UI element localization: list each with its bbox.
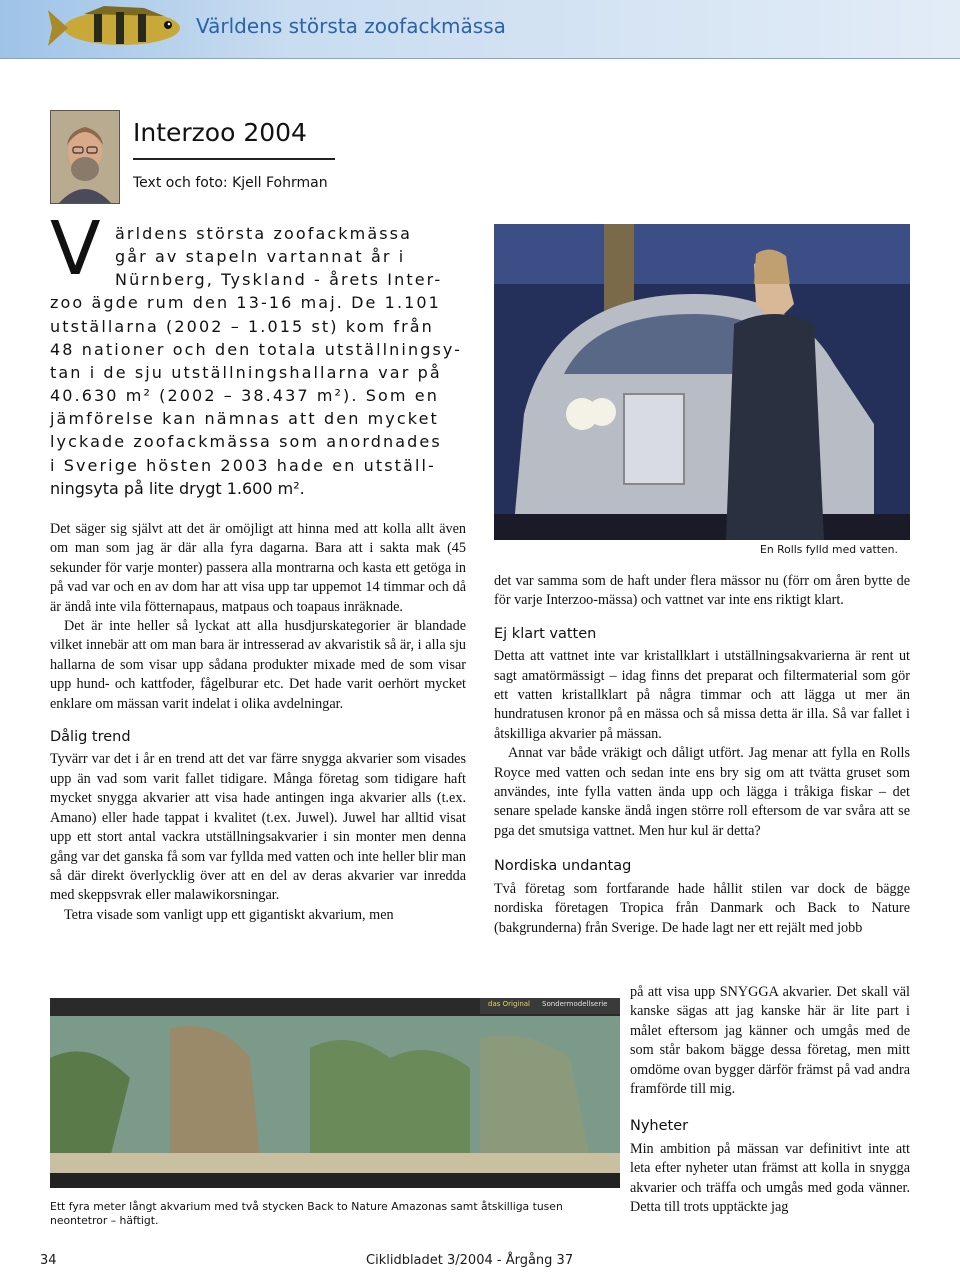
intro-line: 40.630 m² (2002 – 38.437 m²). Som en [50,386,439,405]
intro-line: går av stapeln vartannat år i [115,247,406,266]
subheading: Nordiska undantag [494,858,632,875]
article-title: Interzoo 2004 [133,118,307,147]
title-rule [133,158,335,160]
subheading: Ej klart vatten [494,625,597,642]
author-photo [50,110,120,204]
photo-caption: En Rolls fylld med vatten. [760,543,898,556]
aquarium-sign: das Original [488,1000,530,1008]
car-photo [494,224,910,540]
paragraph: Det är inte heller så lyckat att alla husdjurskategorier är blandade vilket innebär att om man bara är intresserad av akvaristik så är, i alla sju hallarna de som visar upp sådana produkter mixade med de som visar upp hund- och kattfoder, fågelburar etc. Det hade varit oerhört mycket enklare om mässan varit indelat i olika avdelningar. [50,618,466,712]
intro-line: ningsyta på lite drygt 1.600 m². [50,479,305,498]
magazine-footer: Ciklidbladet 3/2004 - Årgång 37 [366,1253,574,1268]
section-title: Världens största zoofackmässa [196,14,506,38]
subheading: Nyheter [630,1118,689,1135]
drop-cap: V [50,206,101,292]
right-column-narrow [630,983,910,1217]
subheading: Dålig trend [50,729,131,746]
intro-line: i Sverige hösten 2003 hade en utställ- [50,456,436,475]
paragraph: Detta att vattnet inte var kristallklart i utställningsakvarierna är rent ut sagt amatörmässigt – idag finns det preparat och filtermaterial som gör ett vatten kristallklart på några timmar och att lägga ut mer än hundratusen kronor på en mässa och så missa detta är illa. Så var fallet i åtskilliga akvarier på mässan. [494,648,910,742]
fish-logo-icon [44,2,194,54]
paragraph: Två företag som fortfarande hade hållit stilen var dock de bägge nordiska företagen Tropica från Danmark och Back to Nature (bakgrunderna) från Sverige. De hade lagt ner ett rejält med jobb [494,880,910,936]
paragraph: på att visa upp SNYGGA akvarier. Det skall väl kanske sägas att jag kanske här är lite part i målet eftersom jag känner och umgås med de som står bakom bägge dessa företag, men mitt omdöme ovan bygger därför främst på vad andra framförde till mig. [630,984,910,1098]
byline: Text och foto: Kjell Fohrman [133,175,328,191]
paragraph: Det säger sig självt att det är omöjligt att hinna med att kolla allt även om man som jag är där alla fyra dagarna. Bara att i sakta mak (45 sekunder för varje monter) passera alla montrarna och kasta ett getöga in på vad var och en av dom har att visa upp tar uppemot 14 timmar och då är ändå inte vila fötternapaus, matpaus och toapaus inräknade. [50,521,466,615]
aquarium-photo [50,998,620,1188]
paragraph: Tetra visade som vanligt upp ett gigantiskt akvarium, men [64,906,394,923]
intro-line: lyckade zoofackmässa som anordnades [50,432,442,451]
intro-line: ärldens största zoofackmässa [115,224,413,243]
intro-line: 48 nationer och den totala utställningsy- [50,340,463,359]
paragraph: Annat var både vräkigt och dåligt utfört. Jag menar att fylla en Rolls Royce med vatten och sedan inte ens bry sig om att tvätta gruset som användes, inte fylla vatten ända upp och lägga i tråkiga fiskar – det senare spelade kanske ändå ingen större roll eftersom de var svåra att se pga det smutsiga vattnet. Men hur kul är detta? [494,745,910,839]
left-column [50,520,466,925]
right-column [494,572,910,938]
intro-line: Nürnberg, Tyskland - årets Inter- [115,270,443,289]
paragraph: Tyvärr var det i år en trend att det var färre snygga akvarier som visades upp än vad som varit fallet tidigare. Många företag som tidigare haft mycket snygga akvarier att visa hade antingen inga akvarier alls (t.ex. Amano) eller hade tappat i kvalitet (t.ex. Juwel). Juwel har alltid visat upp ett stort antal vackra utställningsakvarier i sin monter men denna gång var det ganska få som var fyllda med vatten och inte heller blir man så där direkt överlycklig över att en del av deras akvarier var inredda med skeppsvrak eller malawikorsningar. [50,751,466,904]
intro-line: jämförelse kan nämnas att den mycket [50,409,439,428]
page-number: 34 [40,1253,57,1268]
intro-line: utställarna (2002 – 1.015 st) kom från [50,317,434,336]
intro-line: zoo ägde rum den 13-16 maj. De 1.101 [50,293,441,312]
paragraph: det var samma som de haft under flera mässor nu (förr om åren bytte de för varje Interzoo-mässa) och vattnet var inte ens riktigt klart. [494,573,910,609]
photo-caption: Ett fyra meter långt akvarium med två stycken Back to Nature Amazonas samt åtskilliga tusen neontetror – häftigt. [50,1200,563,1227]
aquarium-sign: Sondermodellserie [542,1000,608,1008]
paragraph: Min ambition på mässan var definitivt inte att leta efter nyheter utan främst att kolla in snygga akvarier och träffa och umgås med goda vänner. Detta till trots upptäckte jag [630,1140,910,1216]
intro-line: tan i de sju utställningshallarna var på [50,363,442,382]
